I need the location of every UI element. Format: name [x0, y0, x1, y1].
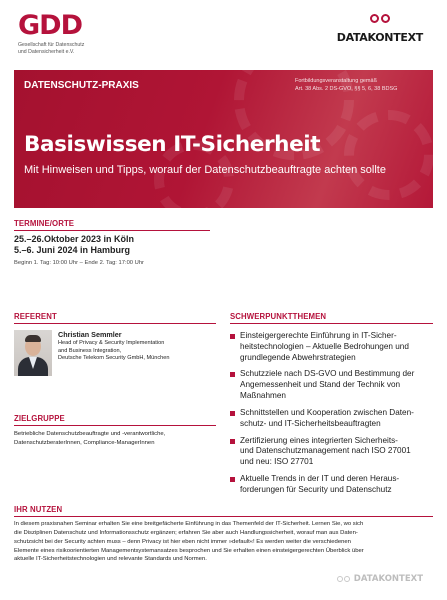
- topic-line: Schnittstellen und Kooperation zwischen Daten-: [240, 407, 414, 417]
- speaker-section: [14, 312, 216, 376]
- gear-decoration-icon: [344, 110, 433, 200]
- speaker-card: [14, 330, 216, 376]
- topic-line: und neu: ISO 27701: [240, 457, 314, 467]
- audience-text: [14, 430, 216, 447]
- legal-note-line1: Fortbildungsveranstaltung gemäß: [295, 78, 377, 84]
- topic-line: Zertifizierung eines integrierten Sicherheits-: [240, 435, 398, 445]
- datakontext-logo: [337, 14, 423, 44]
- gdd-subtitle-line1: Gesellschaft für Datenschutz: [18, 42, 85, 48]
- topic-line: Angemessenheit und Stand der Technik von: [240, 380, 401, 390]
- topic-line: Aktuelle Trends in der IT und deren Heraus-: [240, 474, 400, 484]
- benefits-heading: IHR NUTZEN: [14, 505, 433, 517]
- gdd-logo-mark: GDD: [18, 10, 82, 41]
- date-cologne: 25.–26.Oktober 2023 in Köln: [14, 234, 135, 244]
- topic-line: schutz- und IT-Sicherheitsbeauftragten: [240, 418, 381, 428]
- datakontext-wordmark: DATAKONTEXT: [336, 31, 423, 44]
- list-item: [230, 436, 433, 468]
- dates-heading: TERMINE/ORTE: [14, 219, 210, 231]
- schedule-times: Beginn 1. Tag: 10:00 Uhr – Ende 2. Tag: 17:00 Uhr: [14, 259, 144, 266]
- topic-line: forderungen für Security und Datenschutz: [240, 484, 392, 494]
- gdd-logo-subtitle: [18, 42, 84, 55]
- gdd-subtitle-line2: und Datensicherheit e.V.: [18, 48, 75, 55]
- topic-text: [240, 436, 411, 468]
- topic-line: Einsteigergerechte Einführung in IT-Sicher-: [240, 331, 397, 340]
- square-bullet-icon: [230, 372, 235, 377]
- topic-text: [240, 408, 414, 430]
- page-title: Basiswissen IT-Sicherheit: [24, 132, 321, 157]
- footer-wordmark: DATAKONTEXT: [353, 574, 423, 584]
- square-bullet-icon: [230, 477, 235, 482]
- speaker-role-line1: Head of Privacy & Security Implementation: [58, 340, 165, 346]
- benefits-line: schutzsicht bei der Security achten muss – denn Privacy ist hier eben nicht immer »default«! Es werden weiter die verschiedenen: [14, 538, 351, 545]
- speaker-role: [58, 340, 170, 363]
- list-item: [230, 369, 433, 401]
- audience-section: [14, 414, 216, 447]
- square-bullet-icon: [230, 411, 235, 416]
- square-bullet-icon: [230, 334, 235, 339]
- benefits-line: die Disziplinen Datenschutz und Informationsschutz ergänzen; erfahren Sie aber auch Handlungssicherheit, worauf man aus Daten-: [14, 529, 358, 536]
- speaker-info: [58, 330, 170, 376]
- audience-heading: ZIELGRUPPE: [14, 414, 216, 426]
- owl-icon: [337, 576, 350, 582]
- topic-line: Maßnahmen: [240, 391, 286, 401]
- legal-note-line2: Art. 38 Abs. 2 DS-GVO, §§ 5, 6, 38 BDSG: [295, 85, 398, 92]
- gdd-logo: [18, 12, 84, 55]
- square-bullet-icon: [230, 439, 235, 444]
- topic-line: heitstechnologien – Aktuelle Bedrohungen und: [240, 341, 409, 351]
- dates-section: [14, 219, 214, 266]
- owl-icon: [369, 14, 391, 28]
- list-item: [230, 408, 433, 430]
- speaker-name: Christian Semmler: [58, 330, 122, 339]
- benefits-line: Elemente eines risikoorientierten Managementsystemansatzes besprochen und Sie erhalten einen einsteigergerechten Überblick über: [14, 547, 364, 554]
- topics-heading: SCHWERPUNKTTHEMEN: [230, 312, 433, 324]
- audience-line1: Betriebliche Datenschutzbeauftragte und -verantwortliche,: [14, 431, 166, 437]
- page-subtitle: Mit Hinweisen und Tipps, worauf der Datenschutzbeauftragte achten sollte: [24, 164, 386, 176]
- topic-text: [240, 369, 414, 401]
- speaker-role-line3: Deutsche Telekom Security GmbH, München: [58, 355, 170, 362]
- topic-line: und Datenschutzmanagement nach ISO 27001: [240, 446, 411, 456]
- benefits-line: In diesem praxisnahen Seminar erhalten Sie eine breitgefächerte Einführung in das Themenfeld der IT-Sicherheit. Lernen Sie, wo sich: [14, 521, 364, 527]
- topic-text: [240, 331, 409, 363]
- benefits-text: [14, 520, 433, 564]
- speaker-role-line2: and Business Integration,: [58, 347, 122, 354]
- series-label: DATENSCHUTZ-PRAXIS: [24, 80, 139, 91]
- legal-note: [295, 78, 415, 94]
- list-item: [230, 331, 433, 363]
- topic-line: Schutzziele nach DS-GVO und Bestimmung der: [240, 369, 415, 379]
- topic-text: [240, 474, 399, 496]
- topic-list: [230, 331, 433, 496]
- footer-logo: [337, 574, 423, 584]
- topics-section: [230, 312, 433, 502]
- speaker-photo: [14, 330, 52, 376]
- benefits-line: aktuelle IT-Sicherheitstechnologien und relevante Standards und Normen.: [14, 556, 207, 563]
- date-hamburg: 5.–6. Juni 2024 in Hamburg: [14, 245, 131, 256]
- topic-line: grundlegende Abwehrstrategien: [240, 352, 356, 362]
- date-entry: [14, 234, 214, 257]
- title-banner: [14, 70, 433, 208]
- list-item: [230, 474, 433, 496]
- benefits-section: [14, 505, 433, 564]
- speaker-heading: REFERENT: [14, 312, 216, 324]
- audience-line2: DatenschutzberaterInnen, Compliance-ManagerInnen: [14, 439, 155, 446]
